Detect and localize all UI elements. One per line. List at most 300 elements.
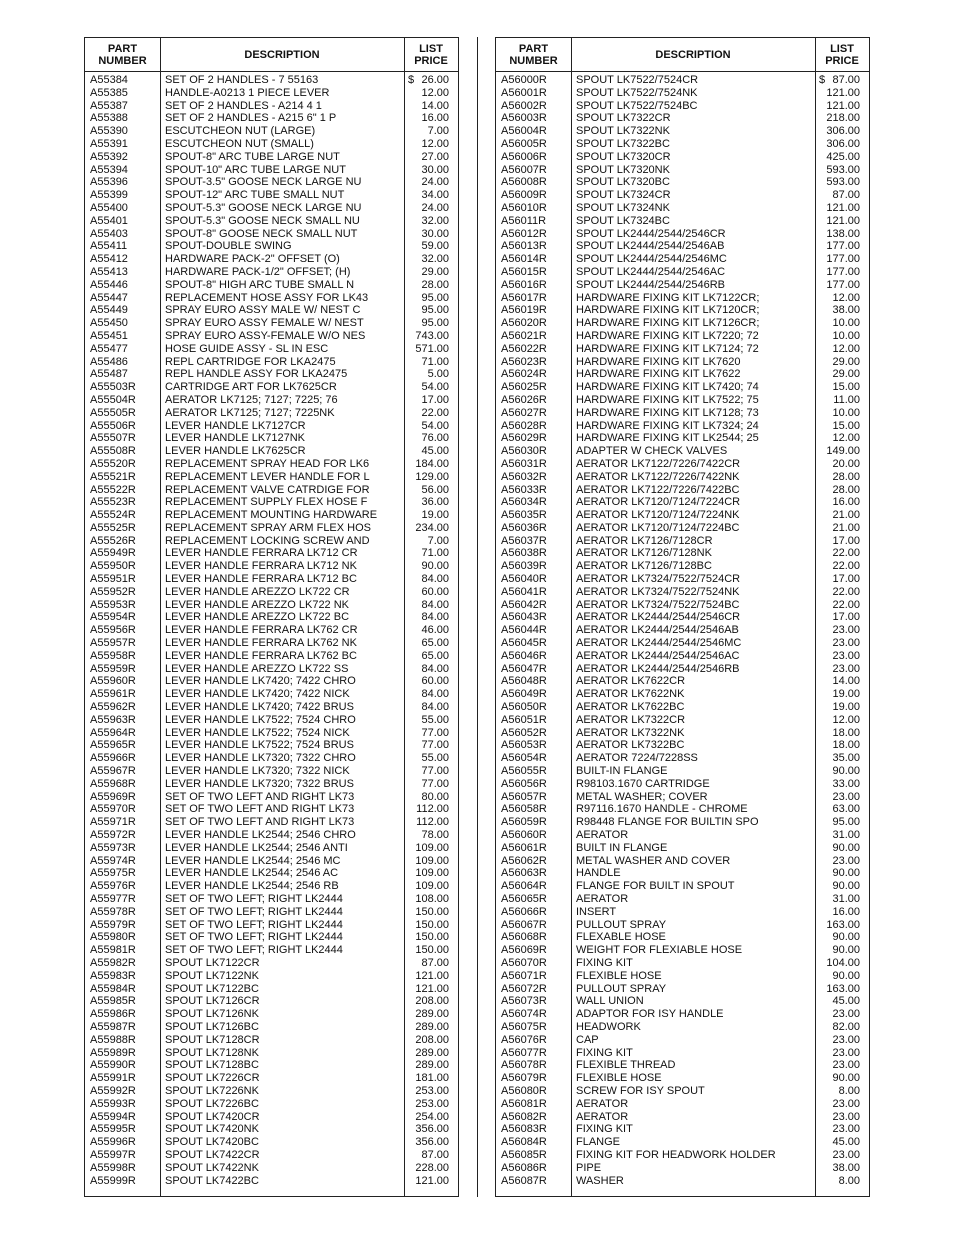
table-row [496, 458, 869, 471]
table-row [496, 420, 869, 433]
table-row [496, 675, 869, 688]
list-price: 109.00 [415, 867, 449, 880]
description: SPOUT LK7422CR [165, 1148, 260, 1161]
table-row [85, 803, 458, 816]
list-price: 23.00 [832, 649, 860, 662]
description: SPOUT-12" ARC TUBE SMALL NUT [165, 189, 345, 202]
description: REPLACEMENT SUPPLY FLEX HOSE F [165, 496, 368, 509]
part-number: A56039R [501, 560, 547, 573]
table-row [496, 381, 869, 394]
table-row [85, 599, 458, 612]
description: AERATOR LK7622BC [576, 701, 685, 714]
description: LEVER HANDLE LK2544; 2546 AC [165, 867, 339, 880]
header-list-price: LIST PRICE [414, 42, 448, 67]
part-number: A55388 [90, 112, 128, 125]
list-price: 55.00 [421, 713, 449, 726]
part-number: A56081R [501, 1097, 547, 1110]
table-row [85, 765, 458, 778]
table-row [85, 1034, 458, 1047]
part-number: A56082R [501, 1110, 547, 1123]
part-number: A55969R [90, 790, 136, 803]
table-row [85, 189, 458, 202]
list-price: 16.00 [832, 496, 860, 509]
part-number: A55961R [90, 688, 136, 701]
description: FLEXIBLE HOSE [576, 1072, 662, 1085]
part-number: A55967R [90, 765, 136, 778]
table-header [496, 38, 869, 72]
description: LEVER HANDLE LK2544; 2546 MC [165, 854, 341, 867]
description: SPOUT LK7126NK [165, 1008, 259, 1021]
description: HARDWARE FIXING KIT LK7120CR; [576, 304, 760, 317]
header-part-number: PART NUMBER [509, 42, 558, 67]
list-price: 35.00 [832, 752, 860, 765]
description: SPOUT LK7422BC [165, 1174, 259, 1187]
description: AERATOR LK2444/2544/2546CR [576, 611, 741, 624]
list-price: 90.00 [832, 765, 860, 778]
description: AERATOR LK7125; 7127; 7225NK [165, 406, 335, 419]
description: AERATOR LK7126/7128CR [576, 534, 713, 547]
table-row [85, 727, 458, 740]
description: SPOUT-10" ARC TUBE LARGE NUT [165, 163, 346, 176]
description: LEVER HANDLE AREZZO LK722 SS [165, 662, 349, 675]
table-row [496, 599, 869, 612]
table-row [85, 880, 458, 893]
description: SPOUT LK7320NK [576, 163, 670, 176]
table-row [85, 356, 458, 369]
price-table-right [495, 37, 870, 1197]
part-number: A56050R [501, 701, 547, 714]
description: SPOUT LK7324CR [576, 189, 671, 202]
part-number: A56085R [501, 1148, 547, 1161]
table-row [496, 637, 869, 650]
table-row [85, 484, 458, 497]
part-number: A55451 [90, 329, 128, 342]
list-price: 356.00 [415, 1123, 449, 1136]
list-price: 21.00 [832, 521, 860, 534]
table-rows [496, 74, 869, 1187]
table-row [85, 151, 458, 164]
table-row [496, 1175, 869, 1188]
list-price: 59.00 [421, 240, 449, 253]
list-price: 253.00 [415, 1084, 449, 1097]
description: LEVER HANDLE LK7320; 7322 BRUS [165, 777, 354, 790]
table-row [85, 1059, 458, 1072]
table-row [496, 778, 869, 791]
description: LEVER HANDLE FERRARA LK712 CR [165, 547, 358, 560]
description: FLANGE FOR BUILT IN SPOUT [576, 880, 735, 893]
part-number: A56054R [501, 752, 547, 765]
part-number: A56072R [501, 982, 547, 995]
table-row [85, 547, 458, 560]
table-row [496, 1072, 869, 1085]
list-price: 90.00 [421, 560, 449, 573]
table-row [85, 176, 458, 189]
description: AERATOR LK7322BC [576, 739, 685, 752]
table-row [85, 624, 458, 637]
description: SPOUT LK7226CR [165, 1072, 260, 1085]
part-number: A55504R [90, 393, 136, 406]
description: LEVER HANDLE LK7320; 7322 CHRO [165, 752, 356, 765]
list-price: 7.00 [427, 125, 449, 138]
table-row [85, 995, 458, 1008]
table-row [496, 919, 869, 932]
part-number: A55987R [90, 1020, 136, 1033]
part-number: A56057R [501, 790, 547, 803]
list-price: 56.00 [421, 483, 449, 496]
part-number: A56068R [501, 931, 547, 944]
description: SPOUT LK2444/2544/2546CR [576, 227, 726, 240]
list-price: 177.00 [826, 265, 860, 278]
list-price: 121.00 [826, 214, 860, 227]
description: LEVER HANDLE LK2544; 2546 CHRO [165, 829, 356, 842]
description: FLEXIBLE THREAD [576, 1059, 676, 1072]
description: FIXING KIT [576, 1123, 633, 1136]
table-header [85, 38, 458, 72]
part-number: A55964R [90, 726, 136, 739]
part-number: A56048R [501, 675, 547, 688]
description: AERATOR LK7122/7226/7422CR [576, 457, 741, 470]
description: SET OF TWO LEFT; RIGHT LK2444 [165, 918, 343, 931]
part-number: A55977R [90, 893, 136, 905]
description: LEVER HANDLE AREZZO LK722 NK [165, 598, 350, 611]
table-row [496, 253, 869, 266]
list-price: 77.00 [421, 726, 449, 739]
description: SPOUT LK2444/2544/2546MC [576, 253, 727, 266]
part-number: A56049R [501, 688, 547, 701]
list-price: 17.00 [421, 393, 449, 406]
column-separator [477, 37, 478, 1197]
part-number: A56015R [501, 265, 547, 278]
part-number: A56043R [501, 611, 547, 624]
description: CARTRIDGE ART FOR LK7625CR [165, 381, 337, 394]
list-price: 65.00 [421, 637, 449, 650]
description: R98448 FLANGE FOR BUILTIN SPO [576, 816, 759, 829]
part-number: A55387 [90, 99, 128, 112]
table-row [85, 1085, 458, 1098]
description: FLANGE [576, 1136, 621, 1149]
table-row [85, 752, 458, 765]
table-row [85, 215, 458, 228]
table-row [85, 714, 458, 727]
list-price: 45.00 [832, 995, 860, 1008]
table-row [85, 394, 458, 407]
table-row [85, 1098, 458, 1111]
part-number: A55997R [90, 1148, 136, 1161]
part-number: A56027R [501, 406, 547, 419]
table-row [85, 292, 458, 305]
part-number: A55978R [90, 905, 136, 918]
part-number: A55487 [90, 368, 128, 381]
description: HARDWARE FIXING KIT LK7126CR; [576, 317, 760, 330]
table-row [496, 228, 869, 241]
description: LEVER HANDLE LK7522; 7524 NICK [165, 726, 350, 739]
description: HOSE GUIDE ASSY - SL IN ESC [165, 342, 329, 355]
list-price: 90.00 [832, 969, 860, 982]
part-number: A56053R [501, 739, 547, 752]
list-price: 87.00 [421, 1148, 449, 1161]
description: LEVER HANDLE LK7127NK [165, 432, 306, 445]
description: SCREW FOR ISY SPOUT [576, 1084, 705, 1097]
list-price: 38.00 [832, 304, 860, 317]
table-row [496, 368, 869, 381]
list-price: 71.00 [421, 547, 449, 560]
table-row [496, 650, 869, 663]
part-number: A56044R [501, 624, 547, 637]
list-price: 82.00 [832, 1020, 860, 1033]
list-price: 84.00 [421, 688, 449, 701]
part-number: A55962R [90, 701, 136, 714]
table-row [85, 74, 458, 87]
list-price: 30.00 [421, 227, 449, 240]
table-row [496, 663, 869, 676]
description: PIPE [576, 1161, 602, 1174]
part-number: A55975R [90, 867, 136, 880]
description: SPOUT-5.3" GOOSE NECK LARGE NU [165, 201, 362, 214]
description: WASHER [576, 1174, 624, 1187]
description: METAL WASHER AND COVER [576, 854, 731, 867]
list-price: 8.00 [838, 1174, 860, 1187]
table-row [496, 202, 869, 215]
list-price: 32.00 [421, 253, 449, 266]
table-row [85, 650, 458, 663]
list-price: 90.00 [832, 944, 860, 957]
list-price: 87.00 [421, 956, 449, 969]
table-row [85, 164, 458, 177]
part-number: A55953R [90, 598, 136, 611]
table-row [496, 714, 869, 727]
list-price: 109.00 [415, 841, 449, 854]
description: SPOUT LK7324BC [576, 214, 670, 227]
part-number: A55390 [90, 125, 128, 138]
part-number: A55999R [90, 1174, 136, 1187]
table-row [496, 1059, 869, 1072]
description: SPOUT LK7420CR [165, 1110, 260, 1123]
part-number: A56062R [501, 854, 547, 867]
part-number: A55965R [90, 739, 136, 752]
description: LEVER HANDLE LK7420; 7422 BRUS [165, 701, 354, 714]
list-price: 90.00 [832, 931, 860, 944]
table-row [496, 189, 869, 202]
description: BUILT IN FLANGE [576, 841, 668, 854]
table-row [496, 983, 869, 996]
part-number: A56029R [501, 432, 547, 445]
part-number: A56033R [501, 483, 547, 496]
part-number: A55449 [90, 304, 128, 317]
part-number: A56007R [501, 163, 547, 176]
part-number: A55394 [90, 163, 128, 176]
table-row [496, 496, 869, 509]
description: SPOUT-3.5" GOOSE NECK LARGE NU [165, 176, 362, 189]
part-number: A55994R [90, 1110, 136, 1123]
description: AERATOR LK7622NK [576, 688, 685, 701]
part-number: A55447 [90, 291, 128, 304]
list-price: 23.00 [832, 662, 860, 675]
list-price: 22.00 [832, 560, 860, 573]
part-number: A55956R [90, 624, 136, 637]
part-number: A56077R [501, 1046, 547, 1059]
table-row [85, 330, 458, 343]
part-number: A56058R [501, 803, 547, 816]
part-number: A56023R [501, 355, 547, 368]
table-row [85, 1175, 458, 1188]
part-number: A55985R [90, 995, 136, 1008]
table-row [496, 586, 869, 599]
part-number: A55522R [90, 483, 136, 496]
list-price: 78.00 [421, 829, 449, 842]
table-row [496, 266, 869, 279]
table-row [496, 791, 869, 804]
list-price: 23.00 [832, 1110, 860, 1123]
part-number: A55979R [90, 918, 136, 931]
description: AERATOR LK2444/2544/2546RB [576, 662, 740, 675]
table-row [496, 765, 869, 778]
part-number: A56030R [501, 445, 547, 458]
part-number: A55503R [90, 381, 136, 394]
list-price: 33.00 [832, 777, 860, 790]
list-price: 228.00 [415, 1161, 449, 1174]
list-price: 12.00 [421, 137, 449, 150]
list-price: 84.00 [421, 598, 449, 611]
table-row [85, 919, 458, 932]
list-price: 208.00 [415, 995, 449, 1008]
part-number: A56052R [501, 726, 547, 739]
description: SPOUT LK7226BC [165, 1097, 259, 1110]
part-number: A55981R [90, 944, 136, 957]
part-number: A56011R [501, 214, 547, 227]
description: FIXING KIT [576, 956, 633, 969]
list-price: 19.00 [421, 509, 449, 522]
table-row [496, 1085, 869, 1098]
part-number: A55954R [90, 611, 136, 624]
description: SPOUT LK7122CR [165, 956, 260, 969]
description: FLEXABLE HOSE [576, 931, 666, 944]
table-row [85, 522, 458, 535]
part-number: A56071R [501, 969, 547, 982]
description: HARDWARE FIXING KIT LK7420; 74 [576, 381, 759, 394]
list-price: 112.00 [416, 803, 449, 816]
part-number: A55992R [90, 1084, 136, 1097]
description: SPOUT LK7122NK [165, 969, 259, 982]
list-price: 12.00 [421, 86, 449, 99]
price-table-left [84, 37, 459, 1197]
table-row [496, 688, 869, 701]
table-row [496, 803, 869, 816]
list-price: 22.00 [421, 406, 449, 419]
table-row [496, 432, 869, 445]
part-number: A56022R [501, 342, 547, 355]
table-row [85, 496, 458, 509]
list-price: 22.00 [832, 547, 860, 560]
table-row [496, 867, 869, 880]
table-row [496, 535, 869, 548]
part-number: A56059R [501, 816, 547, 829]
description: LEVER HANDLE LK7420; 7422 NICK [165, 688, 350, 701]
part-number: A55995R [90, 1123, 136, 1136]
table-row [496, 484, 869, 497]
table-row [85, 906, 458, 919]
list-price: 18.00 [832, 726, 860, 739]
table-row [85, 1136, 458, 1149]
part-number: A56008R [501, 176, 547, 189]
part-number: A55446 [90, 278, 128, 291]
description: SPRAY EURO ASSY-FEMALE W/O NES [165, 329, 366, 342]
part-number: A56009R [501, 189, 547, 202]
description: LEVER HANDLE LK2544; 2546 RB [165, 880, 339, 893]
part-number: A56001R [501, 86, 547, 99]
list-price: 23.00 [832, 624, 860, 637]
table-row [85, 407, 458, 420]
description: SET OF TWO LEFT AND RIGHT LK73 [165, 803, 355, 816]
list-price: 45.00 [421, 445, 449, 458]
list-price: 16.00 [421, 112, 449, 125]
list-price: 63.00 [832, 803, 860, 816]
part-number: A55982R [90, 956, 136, 969]
table-row [496, 394, 869, 407]
part-number: A55450 [90, 317, 128, 330]
list-price: 121.00 [826, 201, 860, 214]
list-price: 90.00 [832, 880, 860, 893]
list-price: 10.00 [832, 406, 860, 419]
description: LEVER HANDLE LK7320; 7322 NICK [165, 765, 350, 778]
description: SET OF TWO LEFT; RIGHT LK2444 [165, 893, 343, 905]
header-description: DESCRIPTION [655, 48, 731, 61]
description: SET OF TWO LEFT; RIGHT LK2444 [165, 905, 343, 918]
list-price: 23.00 [832, 854, 860, 867]
table-row [496, 151, 869, 164]
table-row [496, 125, 869, 138]
description: FIXING KIT [576, 1046, 633, 1059]
list-price: 29.00 [832, 355, 860, 368]
description: AERATOR LK7122/7226/7422BC [576, 483, 740, 496]
part-number: A56042R [501, 598, 547, 611]
list-price: 29.00 [421, 265, 449, 278]
description: REPLACEMENT VALVE CATRDIGE FOR [165, 483, 370, 496]
list-price: 289.00 [415, 1059, 449, 1072]
description: CAP [576, 1033, 599, 1046]
part-number: A55412 [90, 253, 128, 266]
description: HEADWORK [576, 1020, 641, 1033]
part-number: A55983R [90, 969, 136, 982]
list-price: 27.00 [421, 150, 449, 163]
description: HANDLE-A0213 1 PIECE LEVER [165, 86, 330, 99]
table-row [85, 944, 458, 957]
part-number: A56028R [501, 419, 547, 432]
part-number: A55396 [90, 176, 128, 189]
table-row [496, 701, 869, 714]
part-number: A56019R [501, 304, 547, 317]
list-price: 18.00 [832, 739, 860, 752]
list-price: 31.00 [832, 893, 860, 905]
part-number: A55524R [90, 509, 136, 522]
description: LEVER HANDLE LK7625CR [165, 445, 306, 458]
list-price: 14.00 [421, 99, 449, 112]
list-price: 20.00 [832, 457, 860, 470]
table-row [496, 829, 869, 842]
part-number: A55949R [90, 547, 136, 560]
list-price: 34.00 [421, 189, 449, 202]
table-row [85, 1111, 458, 1124]
table-row [496, 1098, 869, 1111]
description: AERATOR LK2444/2544/2546AC [576, 649, 740, 662]
table-row [496, 931, 869, 944]
description: SET OF 2 HANDLES - 7 55163 [165, 74, 319, 86]
table-row [496, 1111, 869, 1124]
list-price: 76.00 [421, 432, 449, 445]
list-price: 571.00 [415, 342, 449, 355]
list-price: 121.00 [826, 86, 860, 99]
description: SET OF TWO LEFT; RIGHT LK2444 [165, 944, 343, 957]
list-price: 8.00 [838, 1084, 860, 1097]
